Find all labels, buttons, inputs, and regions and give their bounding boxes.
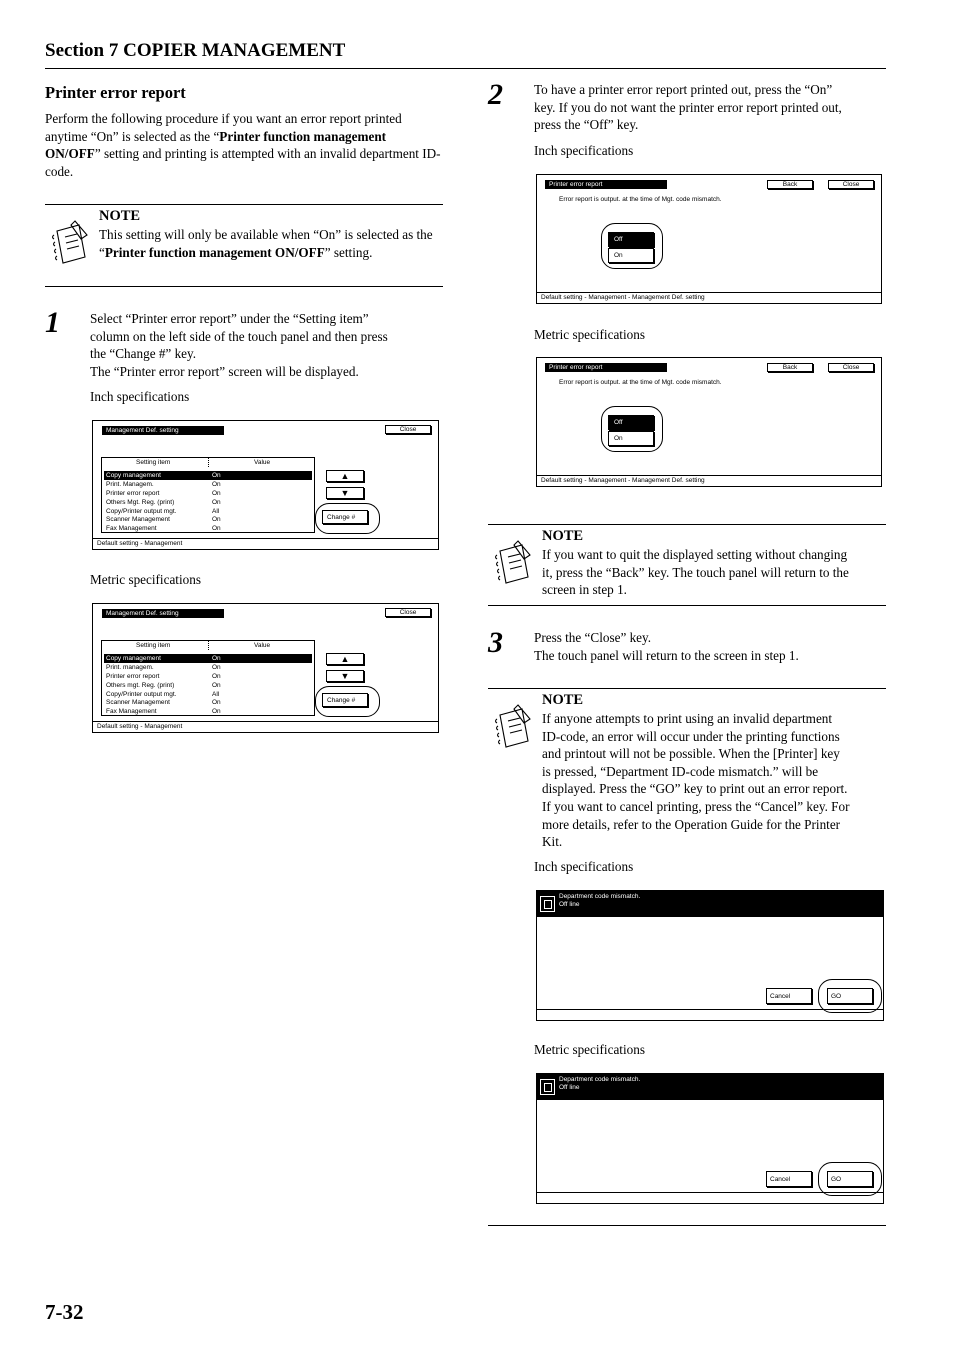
off-button[interactable]: Off (608, 232, 654, 247)
setting-list (101, 640, 315, 716)
note-title: NOTE (542, 692, 584, 708)
go-button[interactable]: GO (827, 988, 873, 1004)
note-text: If you want to quit the displayed setting without changing it, press the “Back” key. The touch panel will return to the screen in step 1. (542, 547, 849, 598)
list-item[interactable]: Copy/Printer output mgt. All (106, 508, 220, 515)
notepad-icon (492, 703, 534, 751)
step-2-text: To have a printer error report printed out, press the “On” key. If you do not want the printer error report printed out, press the “Off” key. (534, 82, 842, 133)
section-heading: Printer error report (45, 83, 186, 102)
error-line-1: Department code mismatch. (559, 893, 641, 900)
error-line-2: Off line (559, 1084, 580, 1091)
panel-title: Management Def. setting (102, 426, 224, 435)
touch-panel-printer-error-inch (536, 174, 882, 304)
setting-list (101, 457, 315, 533)
step-1-number: 1 (45, 306, 60, 339)
list-item[interactable]: Fax Management On (106, 525, 221, 532)
on-button[interactable]: On (608, 248, 654, 263)
step-3-number: 3 (488, 626, 503, 659)
change-button[interactable]: Change # (322, 510, 368, 524)
back-button[interactable]: Back (767, 363, 813, 372)
step-2-number: 2 (488, 78, 503, 111)
touch-panel-management-metric (92, 603, 439, 733)
error-bar (537, 1074, 883, 1100)
list-item[interactable]: Scanner Management On (106, 699, 221, 706)
col-header-value: Value (254, 642, 271, 649)
list-item[interactable]: Scanner Management On (106, 516, 221, 523)
error-line-1: Department code mismatch. (559, 1076, 641, 1083)
off-button[interactable]: Off (608, 415, 654, 430)
go-button[interactable]: GO (827, 1171, 873, 1187)
printer-icon (540, 896, 555, 912)
col-header-item: Setting item (136, 459, 171, 466)
intro-paragraph: Perform the following procedure if you want an error report printed anytime “On” is selected as the “Printer function management ON/OFF” setting and printing is attempted with an invalid department ID-code. (45, 111, 441, 179)
touch-panel-mismatch-inch (536, 890, 884, 1021)
list-item[interactable]: Copy/Printer output mgt. All (106, 691, 220, 698)
list-item[interactable]: Printer error report On (106, 673, 221, 680)
close-button[interactable]: Close (385, 425, 431, 434)
cancel-button[interactable]: Cancel (766, 1171, 812, 1187)
panel-message: Error report is output. at the time of Mgt. code mismatch. (559, 196, 722, 203)
spec-label-metric-2: Metric specifications (534, 327, 645, 342)
close-button[interactable]: Close (828, 180, 874, 189)
scroll-down-button[interactable]: ▼ (326, 487, 364, 499)
close-button[interactable]: Close (828, 363, 874, 372)
list-item[interactable]: Print. Managem. On (106, 481, 221, 488)
panel-footer: Default setting - Management - Management Def. setting (537, 292, 881, 303)
notepad-icon (492, 539, 534, 587)
spec-label-inch-2: Inch specifications (534, 143, 634, 158)
page-number: 7-32 (45, 1300, 84, 1324)
panel-title: Management Def. setting (102, 609, 224, 618)
col-header-item: Setting item (136, 642, 171, 649)
note-box-2 (488, 524, 886, 606)
list-item[interactable]: Print. managem. On (106, 664, 221, 671)
panel-title: Printer error report (545, 180, 667, 189)
panel-message: Error report is output. at the time of Mgt. code mismatch. (559, 379, 722, 386)
list-item[interactable]: Others Mgt. Reg. (print) On (106, 499, 221, 506)
cancel-button[interactable]: Cancel (766, 988, 812, 1004)
close-button[interactable]: Close (385, 608, 431, 617)
col-header-value: Value (254, 459, 271, 466)
printer-icon (540, 1079, 555, 1095)
section-header: Section 7 COPIER MANAGEMENT (45, 40, 346, 61)
scroll-down-button[interactable]: ▼ (326, 670, 364, 682)
note-box-1 (45, 204, 443, 287)
notepad-icon (49, 219, 91, 267)
step-1-text: Select “Printer error report” under the “Setting item” column on the left side of the touch panel and then press the “Change #” key. The “Printer error report” screen will be displayed. (90, 311, 388, 379)
touch-panel-mismatch-metric (536, 1073, 884, 1204)
note-text: This setting will only be available when “On” is selected as the “Printer function management ON/OFF” setting. (99, 227, 433, 260)
touch-panel-printer-error-metric (536, 357, 882, 487)
spec-label-inch-1: Inch specifications (90, 389, 190, 404)
on-button[interactable]: On (608, 431, 654, 446)
scroll-up-button[interactable]: ▲ (326, 653, 364, 665)
scroll-up-button[interactable]: ▲ (326, 470, 364, 482)
back-button[interactable]: Back (767, 180, 813, 189)
list-item[interactable]: Copy management On (104, 654, 312, 663)
header-rule (45, 68, 886, 69)
panel-footer: Default setting - Management (93, 538, 438, 549)
spec-label-metric-3: Metric specifications (534, 1042, 645, 1057)
list-item[interactable]: Printer error report On (106, 490, 221, 497)
list-item[interactable]: Others mgt. Reg. (print) On (106, 682, 221, 689)
panel-footer: Default setting - Management - Management Def. setting (537, 475, 881, 486)
change-button[interactable]: Change # (322, 693, 368, 707)
note-title: NOTE (542, 528, 584, 544)
step-3-text: Press the “Close” key. The touch panel will return to the screen in step 1. (534, 630, 799, 663)
panel-footer: Default setting - Management (93, 721, 438, 732)
list-item[interactable]: Copy management On (104, 471, 312, 480)
error-bar (537, 891, 883, 917)
note-title: NOTE (99, 208, 141, 224)
spec-label-metric-1: Metric specifications (90, 572, 201, 587)
panel-title: Printer error report (545, 363, 667, 372)
error-line-2: Off line (559, 901, 580, 908)
spec-label-inch-3: Inch specifications (534, 859, 634, 874)
note-text: If anyone attempts to print using an invalid department ID-code, an error will occur under the printing functions and printout will not be possible. When the [Printer] key is pressed, “Department ID-code mismatch.” will be displayed. Press the “GO” key to print out an error report. If you want to cancel printing, press the “Cancel” key. For more details, refer to the Operation Guide for the Printer Kit. (542, 711, 850, 850)
list-item[interactable]: Fax Management On (106, 708, 221, 715)
touch-panel-management-inch (92, 420, 439, 550)
